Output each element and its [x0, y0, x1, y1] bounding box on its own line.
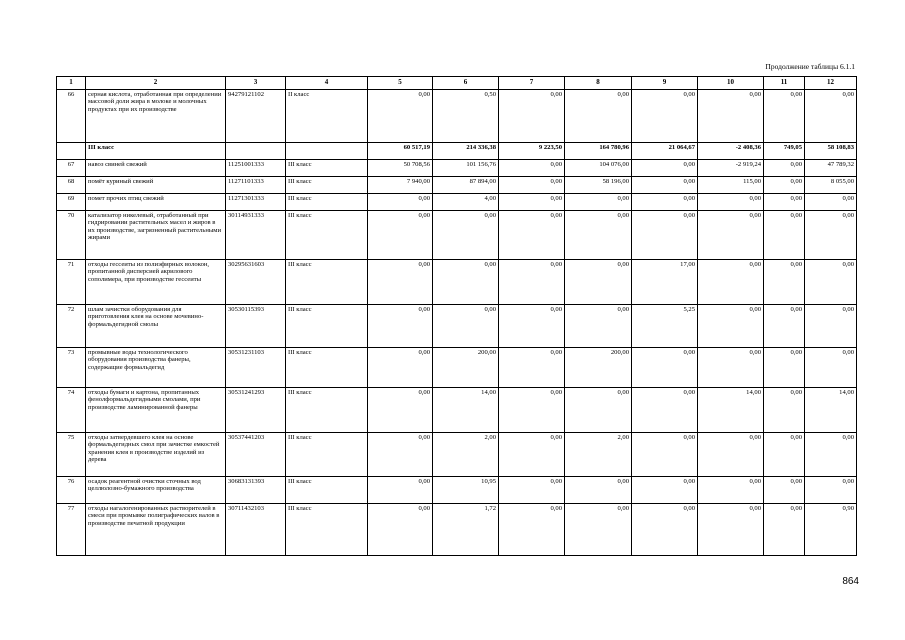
cell-v12: 0,00: [805, 259, 857, 304]
cell-v11: 0,00: [764, 89, 805, 142]
cell-v9: 0,00: [632, 193, 698, 210]
cell-v12: 14,00: [805, 387, 857, 432]
cell-v5: 7 940,00: [368, 176, 433, 193]
cell-cls: III класс: [286, 476, 368, 503]
table-row: [57, 193, 857, 210]
cell-no: 69: [57, 193, 86, 210]
cell-v7: 0,00: [499, 476, 565, 503]
cell-v12: 0,00: [805, 304, 857, 347]
cell-v10: 0,00: [698, 193, 764, 210]
cell-cls: III класс: [286, 259, 368, 304]
cell-name: катализатор никелевый, отработанный при гидрировании растительных масел и жиров в их производстве, загрязненный растительными жирами: [86, 210, 226, 259]
cell-v11: 0,00: [764, 387, 805, 432]
cell-no: [57, 142, 86, 159]
cell-v7: 0,00: [499, 503, 565, 555]
column-header: 1: [57, 77, 86, 90]
cell-v8: 0,00: [565, 210, 632, 259]
cell-v8: 0,00: [565, 193, 632, 210]
cell-v6: 214 336,38: [433, 142, 499, 159]
cell-cls: III класс: [286, 432, 368, 476]
cell-v5: 0,00: [368, 432, 433, 476]
cell-v6: 0,00: [433, 210, 499, 259]
cell-v7: 0,00: [499, 176, 565, 193]
cell-no: 72: [57, 304, 86, 347]
cell-no: 75: [57, 432, 86, 476]
cell-no: 67: [57, 159, 86, 176]
cell-v8: 164 780,96: [565, 142, 632, 159]
cell-v7: 0,00: [499, 387, 565, 432]
table-row: [57, 259, 857, 304]
cell-v9: 0,00: [632, 347, 698, 387]
table-row: [57, 89, 857, 142]
cell-v8: 58 196,00: [565, 176, 632, 193]
cell-v5: 0,00: [368, 259, 433, 304]
cell-v12: 0,00: [805, 347, 857, 387]
cell-v9: 0,00: [632, 210, 698, 259]
cell-v6: 101 156,76: [433, 159, 499, 176]
cell-v7: 0,00: [499, 347, 565, 387]
cell-v5: 0,00: [368, 193, 433, 210]
cell-code: 11251001333: [226, 159, 286, 176]
cell-v11: 0,00: [764, 347, 805, 387]
cell-v6: 0,50: [433, 89, 499, 142]
cell-code: 30295631603: [226, 259, 286, 304]
cell-v11: 0,00: [764, 503, 805, 555]
cell-name: шлам зачистки оборудования для приготовления клея на основе мочевино-формальдегидной смолы: [86, 304, 226, 347]
cell-v9: 0,00: [632, 159, 698, 176]
column-header: 8: [565, 77, 632, 90]
cell-v7: 9 223,50: [499, 142, 565, 159]
cell-cls: III класс: [286, 503, 368, 555]
cell-v9: 0,00: [632, 89, 698, 142]
cell-v11: 0,00: [764, 210, 805, 259]
cell-v12: 47 789,32: [805, 159, 857, 176]
cell-v6: 4,00: [433, 193, 499, 210]
cell-v5: 50 708,56: [368, 159, 433, 176]
cell-v12: 0,90: [805, 503, 857, 555]
table-row: [57, 476, 857, 503]
cell-v7: 0,00: [499, 89, 565, 142]
cell-v8: 0,00: [565, 304, 632, 347]
cell-v6: 0,00: [433, 259, 499, 304]
cell-no: 74: [57, 387, 86, 432]
cell-v10: 115,00: [698, 176, 764, 193]
cell-cls: III класс: [286, 159, 368, 176]
cell-v10: 0,00: [698, 347, 764, 387]
cell-code: 30530115393: [226, 304, 286, 347]
column-header: 12: [805, 77, 857, 90]
column-header: 9: [632, 77, 698, 90]
cell-code: 11271301333: [226, 193, 286, 210]
cell-name: III класс: [86, 142, 226, 159]
column-header: 7: [499, 77, 565, 90]
cell-v5: 0,00: [368, 476, 433, 503]
cell-name: помёт куриный свежий: [86, 176, 226, 193]
cell-cls: III класс: [286, 304, 368, 347]
cell-v10: 0,00: [698, 432, 764, 476]
cell-no: 68: [57, 176, 86, 193]
table-row: [57, 159, 857, 176]
cell-v10: 0,00: [698, 503, 764, 555]
class-subtotal-row: [57, 142, 857, 159]
cell-v10: -2 919,24: [698, 159, 764, 176]
cell-name: отходы бумаги и картона, пропитанных фенолформальдегидными смолами, при производстве ламинированной фанеры: [86, 387, 226, 432]
table-row: [57, 347, 857, 387]
cell-v9: 21 064,67: [632, 142, 698, 159]
cell-v10: 0,00: [698, 89, 764, 142]
table-body: [57, 89, 857, 555]
cell-v11: 0,00: [764, 432, 805, 476]
cell-no: 66: [57, 89, 86, 142]
cell-v12: 8 055,00: [805, 176, 857, 193]
cell-v8: 0,00: [565, 259, 632, 304]
cell-v5: 60 517,19: [368, 142, 433, 159]
cell-code: 30683131393: [226, 476, 286, 503]
cell-v10: 14,00: [698, 387, 764, 432]
cell-v9: 0,00: [632, 176, 698, 193]
cell-v12: 0,00: [805, 89, 857, 142]
waste-table: [56, 76, 857, 556]
cell-v9: 5,25: [632, 304, 698, 347]
cell-v7: 0,00: [499, 259, 565, 304]
cell-v12: 58 108,83: [805, 142, 857, 159]
cell-code: [226, 142, 286, 159]
cell-v6: 87 894,00: [433, 176, 499, 193]
cell-v7: 0,00: [499, 304, 565, 347]
table-row: [57, 387, 857, 432]
cell-v12: 0,00: [805, 210, 857, 259]
cell-v6: 14,00: [433, 387, 499, 432]
cell-v11: 0,00: [764, 304, 805, 347]
cell-v8: 200,00: [565, 347, 632, 387]
cell-v8: 2,00: [565, 432, 632, 476]
cell-v9: 0,00: [632, 432, 698, 476]
cell-cls: III класс: [286, 387, 368, 432]
cell-v10: -2 408,36: [698, 142, 764, 159]
cell-v10: 0,00: [698, 210, 764, 259]
cell-v8: 0,00: [565, 89, 632, 142]
cell-v11: 0,00: [764, 176, 805, 193]
column-header: 10: [698, 77, 764, 90]
cell-v11: 0,00: [764, 159, 805, 176]
cell-v9: 0,00: [632, 503, 698, 555]
cell-name: помет прочих птиц свежий: [86, 193, 226, 210]
cell-v7: 0,00: [499, 159, 565, 176]
cell-v8: 104 076,00: [565, 159, 632, 176]
table-row: [57, 176, 857, 193]
cell-v11: 0,00: [764, 193, 805, 210]
cell-cls: III класс: [286, 210, 368, 259]
cell-name: серная кислота, отработанная при определении массовой доли жира в молоке и молочных продуктах при их производстве: [86, 89, 226, 142]
table-row: [57, 432, 857, 476]
cell-name: осадок реагентной очистки сточных вод целлюлозно-бумажного производства: [86, 476, 226, 503]
table-row: [57, 304, 857, 347]
cell-name: отходы затвердевшего клея на основе формальдегидных смол при зачистке емкостей хранения клея в производстве изделий из дерева: [86, 432, 226, 476]
cell-no: 70: [57, 210, 86, 259]
cell-code: 30114931333: [226, 210, 286, 259]
cell-v7: 0,00: [499, 210, 565, 259]
cell-v11: 0,00: [764, 476, 805, 503]
cell-no: 77: [57, 503, 86, 555]
cell-v5: 0,00: [368, 210, 433, 259]
column-header: 4: [286, 77, 368, 90]
column-header: 6: [433, 77, 499, 90]
cell-v6: 2,00: [433, 432, 499, 476]
cell-v6: 0,00: [433, 304, 499, 347]
cell-name: отходы гессеиты из полиэфирных волокон, пропитанной дисперсией акрилового сополимера, при производстве гессеиты: [86, 259, 226, 304]
cell-name: промывные воды технологического оборудования производства фанеры, содержащие формальдегид: [86, 347, 226, 387]
table-row: [57, 210, 857, 259]
cell-cls: II класс: [286, 89, 368, 142]
table-row: [57, 503, 857, 555]
cell-v5: 0,00: [368, 89, 433, 142]
cell-v6: 1,72: [433, 503, 499, 555]
cell-v5: 0,00: [368, 387, 433, 432]
cell-v10: 0,00: [698, 304, 764, 347]
cell-code: 30531231103: [226, 347, 286, 387]
cell-name: отходы нагалогенированных растворителей в смеси при промывке полиграфических валов в производстве печатной продукции: [86, 503, 226, 555]
cell-v12: 0,00: [805, 476, 857, 503]
cell-cls: [286, 142, 368, 159]
cell-v5: 0,00: [368, 304, 433, 347]
cell-v10: 0,00: [698, 259, 764, 304]
cell-v9: 17,00: [632, 259, 698, 304]
cell-v12: 0,00: [805, 432, 857, 476]
cell-v9: 0,00: [632, 476, 698, 503]
cell-v11: 749,05: [764, 142, 805, 159]
cell-v9: 0,00: [632, 387, 698, 432]
column-header: 5: [368, 77, 433, 90]
cell-code: 30711432103: [226, 503, 286, 555]
cell-name: навоз свиней свежий: [86, 159, 226, 176]
cell-v8: 0,00: [565, 387, 632, 432]
cell-v8: 0,00: [565, 476, 632, 503]
cell-v7: 0,00: [499, 432, 565, 476]
cell-v8: 0,00: [565, 503, 632, 555]
table-caption: Продолжение таблицы 6.1.1: [765, 62, 855, 71]
cell-v6: 200,00: [433, 347, 499, 387]
cell-v5: 0,00: [368, 503, 433, 555]
column-header: 11: [764, 77, 805, 90]
cell-v11: 0,00: [764, 259, 805, 304]
cell-code: 30531241293: [226, 387, 286, 432]
page-number: 864: [842, 576, 859, 587]
cell-code: 30537441203: [226, 432, 286, 476]
cell-v7: 0,00: [499, 193, 565, 210]
cell-no: 76: [57, 476, 86, 503]
column-header: 3: [226, 77, 286, 90]
header-row: [57, 77, 857, 90]
cell-no: 71: [57, 259, 86, 304]
column-header: 2: [86, 77, 226, 90]
cell-code: 94279121102: [226, 89, 286, 142]
cell-cls: III класс: [286, 176, 368, 193]
cell-cls: III класс: [286, 347, 368, 387]
cell-v10: 0,00: [698, 476, 764, 503]
cell-cls: III класс: [286, 193, 368, 210]
cell-no: 73: [57, 347, 86, 387]
cell-v5: 0,00: [368, 347, 433, 387]
cell-v6: 10,95: [433, 476, 499, 503]
cell-code: 11271101333: [226, 176, 286, 193]
cell-v12: 0,00: [805, 193, 857, 210]
